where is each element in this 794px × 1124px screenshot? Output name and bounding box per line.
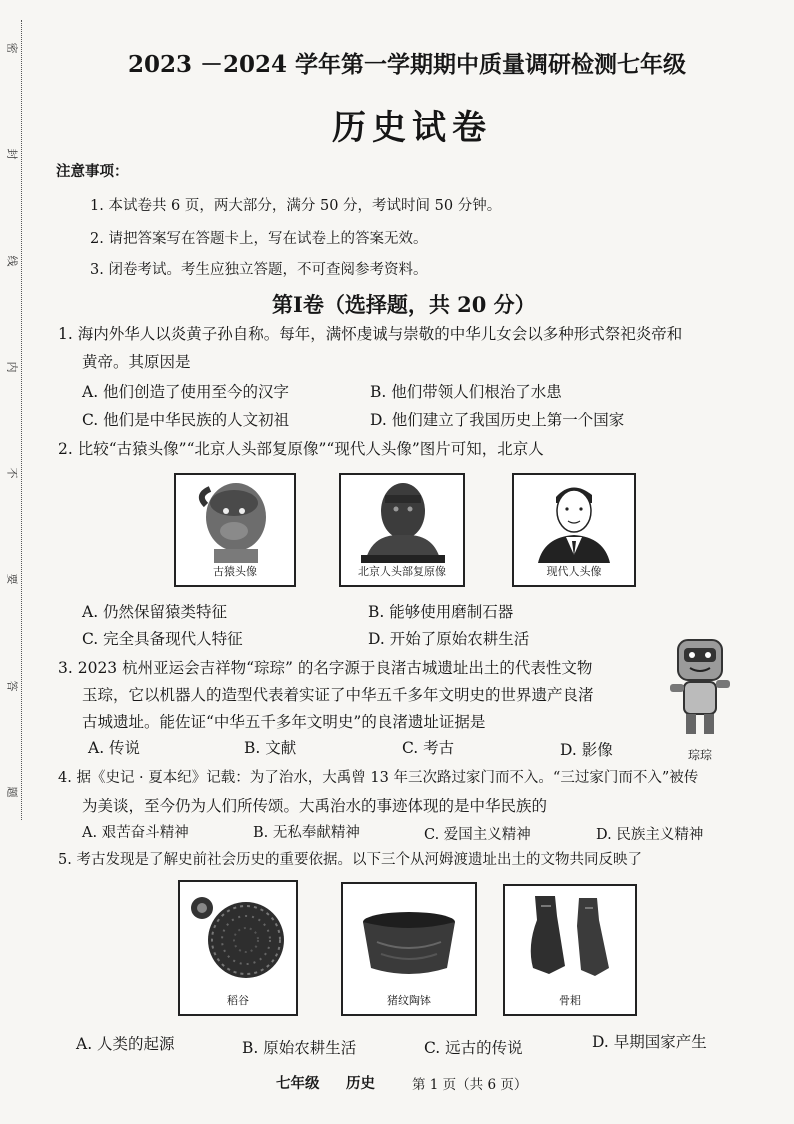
bone-spade-icon: [505, 886, 635, 984]
q2-stem: 2. 比较“古猿头像”“北京人头部复原像”“现代人头像”图片可知，北京人: [58, 440, 544, 458]
ape-head-icon: [176, 475, 294, 563]
sidebar-mark: 封: [5, 148, 18, 160]
q4-option-a: A. 艰苦奋斗精神: [82, 825, 189, 841]
pottery-bowl-caption: 猪纹陶钵: [387, 994, 431, 1007]
footer-grade: 七年级: [276, 1075, 320, 1092]
q3-stem-line3: 古城遗址。能佐证“中华五千多年文明史”的良渚遗址证据是: [82, 713, 486, 731]
mascot-caption: 琮琮: [688, 748, 713, 762]
sidebar-mark: 线: [5, 255, 18, 267]
rice-grain-image: [178, 880, 298, 1016]
sidebar-mark: 题: [5, 786, 18, 798]
q4-stem-line2: 为美谈，至今仍为人们所传颂。大禹治水的事迹体现的是中华民族的: [82, 797, 548, 815]
section-title: 第Ⅰ卷（选择题，共 20 分）: [272, 292, 536, 317]
q4-option-d: D. 民族主义精神: [596, 827, 704, 843]
sidebar-mark: 答: [5, 680, 18, 692]
footer-page-number: 第 1 页（共 6 页）: [412, 1077, 528, 1093]
q1-option-d: D. 他们建立了我国历史上第一个国家: [370, 411, 625, 429]
footer-subject: 历史: [346, 1075, 375, 1092]
q2-option-b: B. 能够使用磨制石器: [368, 603, 514, 621]
pottery-bowl-image: [341, 882, 477, 1016]
bone-spade-image: [503, 884, 637, 1016]
q2-option-d: D. 开始了原始农耕生活: [368, 630, 530, 648]
q3-option-a: A. 传说: [88, 739, 141, 757]
q1-stem-line1: 1. 海内外华人以炎黄子孙自称。每年，满怀虔诚与崇敬的中华儿女会以多种形式祭祀炎帝和: [58, 325, 683, 343]
modern-man-image: [512, 473, 636, 587]
q2-option-c: C. 完全具备现代人特征: [82, 630, 243, 648]
q3-stem-line2: 玉琮，它以机器人的造型代表着实证了中华五千多年文明史的世界遗产良渚: [82, 686, 594, 704]
exam-title-line: 2023 －2024 学年第一学期期中质量调研检测七年级: [128, 51, 687, 78]
sidebar-mark: 内: [5, 361, 18, 373]
note-item: 1. 本试卷共 6 页，两大部分，满分 50 分，考试时间 50 分钟。: [90, 198, 502, 214]
q5-option-a: A. 人类的起源: [76, 1035, 175, 1053]
binding-line: [21, 20, 22, 820]
ape-head-image: [174, 473, 296, 587]
modern-man-portrait-icon: [514, 475, 634, 563]
note-item: 2. 请把答案写在答题卡上，写在试卷上的答案无效。: [90, 231, 428, 247]
q3-option-d: D. 影像: [560, 741, 613, 759]
peking-man-bust-icon: [341, 475, 463, 563]
mascot-congcong-icon: [668, 636, 732, 740]
sidebar-mark: 要: [5, 573, 18, 585]
sidebar-mark: 密: [5, 42, 18, 54]
q5-option-d: D. 早期国家产生: [592, 1033, 707, 1051]
q5-stem: 5. 考古发现是了解史前社会历史的重要依据。以下三个从河姆渡遗址出土的文物共同反映了: [58, 852, 642, 868]
pottery-bowl-icon: [343, 884, 475, 984]
q1-option-a: A. 他们创造了使用至今的汉字: [82, 383, 290, 401]
bone-spade-caption: 骨耜: [559, 994, 581, 1007]
notes-heading: 注意事项：: [56, 163, 129, 180]
modern-man-caption: 现代人头像: [546, 565, 602, 578]
q4-option-b: B. 无私奉献精神: [253, 825, 360, 841]
peking-man-caption: 北京人头部复原像: [358, 565, 446, 578]
binding-margin: [4, 40, 20, 800]
q1-option-b: B. 他们带领人们根治了水患: [370, 383, 562, 401]
q3-option-b: B. 文献: [244, 739, 297, 757]
q5-option-b: B. 原始农耕生活: [242, 1039, 357, 1057]
rice-grain-icon: [180, 882, 296, 986]
rice-grain-caption: 稻谷: [227, 994, 249, 1007]
ape-head-caption: 古猿头像: [213, 565, 257, 578]
q3-option-c: C. 考古: [402, 739, 455, 757]
q4-option-c: C. 爱国主义精神: [424, 827, 531, 843]
note-item: 3. 闭卷考试。考生应独立答题，不可查阅参考资料。: [90, 262, 428, 278]
q1-stem-line2: 黄帝。其原因是: [82, 353, 191, 371]
q1-option-c: C. 他们是中华民族的人文初祖: [82, 411, 290, 429]
q2-option-a: A. 仍然保留猿类特征: [82, 603, 228, 621]
sidebar-mark: 不: [5, 467, 18, 479]
q5-option-c: C. 远古的传说: [424, 1039, 523, 1057]
subject-title: 历史试卷: [332, 108, 492, 148]
peking-man-image: [339, 473, 465, 587]
q4-stem-line1: 4. 据《史记 · 夏本纪》记载：为了治水，大禹曾 13 年三次路过家门而不入。“三过家门而不入”被传: [58, 770, 699, 786]
q3-stem-line1: 3. 2023 杭州亚运会吉祥物“琮琮” 的名字源于良渚古城遗址出土的代表性文物: [58, 659, 593, 677]
